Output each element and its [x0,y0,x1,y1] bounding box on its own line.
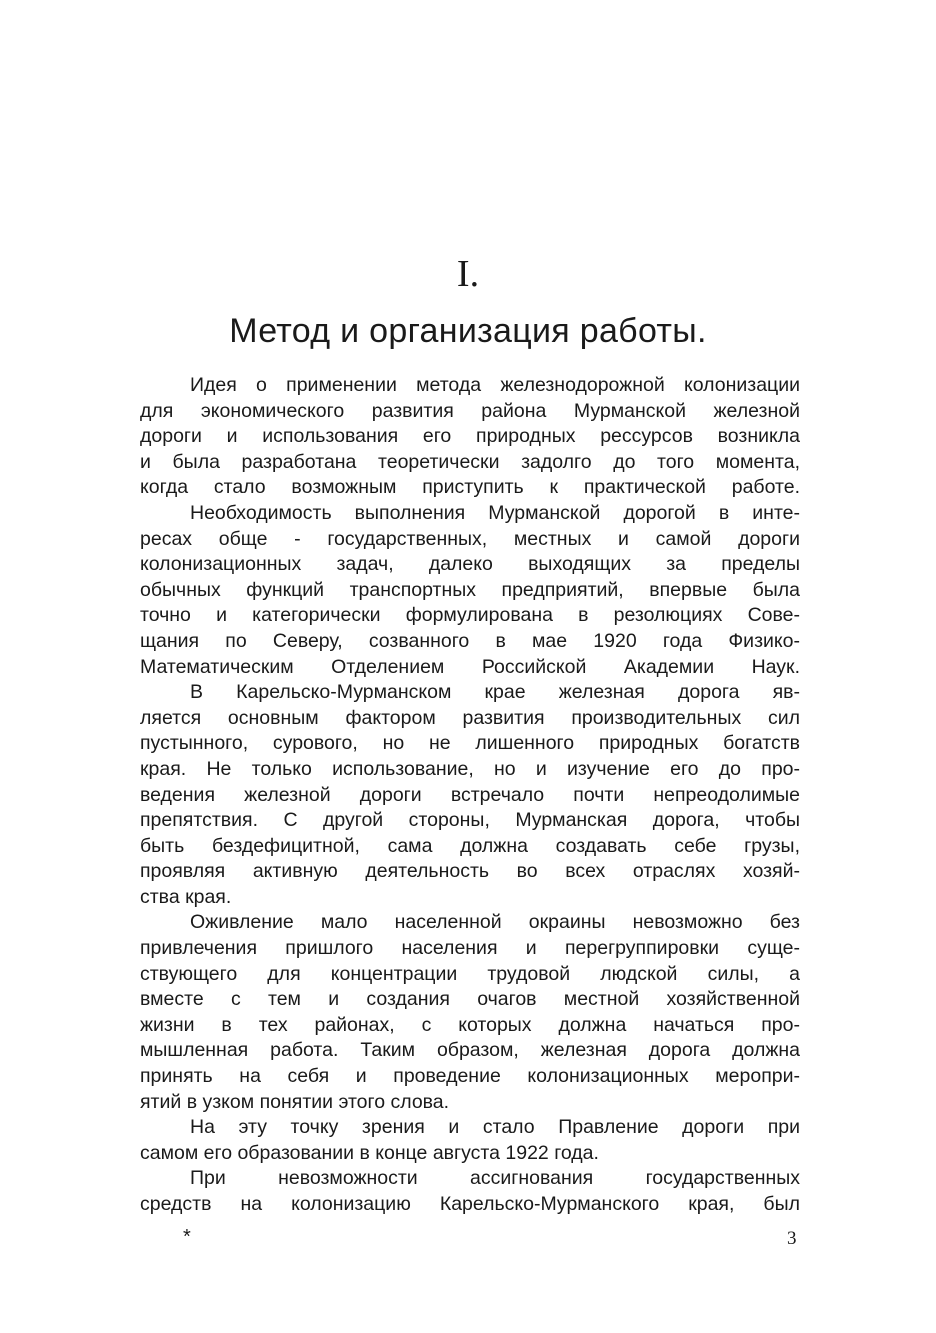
text-line: жизни в тех районах, с которых должна начаться про- [140,1013,800,1036]
text-line: и была разработана теоретически задолго до того момента, [140,450,800,473]
text-line: края. Не только использование, но и изучение его до про- [140,757,800,780]
text-line: обычных функций транспортных предприятий, впервые была [140,578,800,601]
text-line: ствующего для концентрации трудовой людской силы, а [140,962,800,985]
text-line: Необходимость выполнения Мурманской дорогой в инте- [190,501,800,524]
text-line: колонизационных задач, далеко выходящих за пределы [140,553,800,576]
page-number: 3 [787,1228,797,1249]
text-line: ятий в узком понятии этого слова. [140,1090,450,1113]
text-line: средств на колонизацию Карельско-Мурманского края, был [140,1193,800,1215]
text-line: Идея о применении метода железнодорожной колонизации [190,374,800,396]
text-line: щания по Северу, созванного в мае 1920 года Физико- [140,629,800,652]
text-line: дороги и использования его природных рессурсов возникла [140,425,800,448]
text-line: самом его образовании в конце августа 1922 года. [140,1141,599,1164]
text-line: На эту точку зрения и стало Правление дороги при [190,1116,800,1139]
text-line: принять на себя и проведение колонизационных меропри- [140,1065,800,1088]
chapter-number: I. [456,253,480,295]
text-line: Оживление мало населенной окраины невозможно без [190,911,800,934]
text-line: ведения железной дороги встречало почти непреодолимые [140,783,800,806]
text-line: вместе с тем и создания очагов местной хозяйственной [140,988,800,1011]
chapter-title: Метод и организация работы. [229,312,707,350]
text-line: пустынного, сурового, но не лишенного природных богатств [140,732,800,755]
text-line: препятствия. С другой стороны, Мурманская дорога, чтобы [140,809,800,832]
text-line: проявляя активную деятельность во всех отраслях хозяй- [140,860,800,883]
footer-signature-mark: * [183,1226,191,1248]
body-text [140,373,800,1218]
text-line: привлечения пришлого населения и перегруппировки суще- [140,937,800,960]
text-line: В Карельско-Мурманском крае железная дорога яв- [190,681,800,704]
text-line: Математическим Отделением Российской Академии Наук. [140,655,800,678]
text-line: ляется основным фактором развития производительных сил [140,706,800,729]
text-line: мышленная работа. Таким образом, железная дорога должна [140,1039,800,1062]
text-line: быть бездефицитной, сама должна создавать себе грузы, [140,834,800,857]
text-line: ресах обще - государственных, местных и самой дороги [140,527,800,550]
text-line: точно и категорически формулирована в резолюциях Сове- [140,604,800,627]
text-line: При невозможности ассигнования государственных [190,1167,800,1190]
text-line: для экономического развития района Мурманской железной [140,399,800,422]
text-line: ства края. [140,885,232,908]
text-line: когда стало возможным приступить к практической работе. [140,476,800,499]
